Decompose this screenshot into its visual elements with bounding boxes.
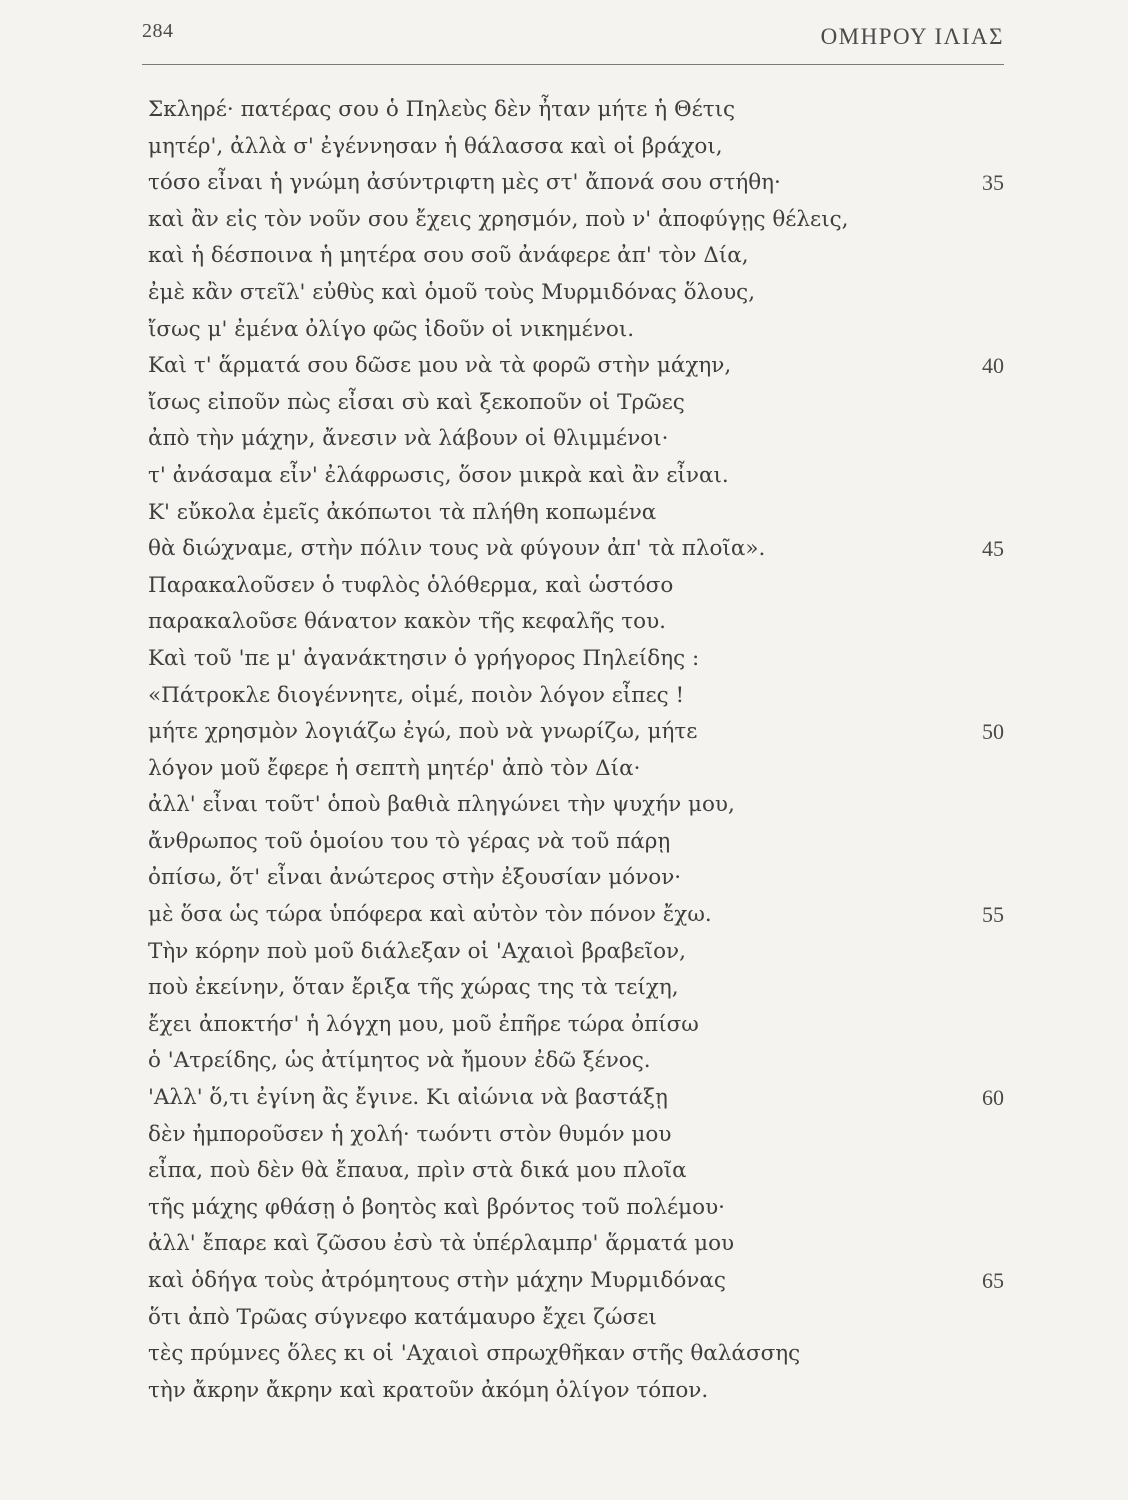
verse-text: ὀπίσω, ὅτ' εἶναι ἀνώτερος στὴν ἐξουσίαν μόνον· [148,865,682,891]
verse-text: τόσο εἶναι ἡ γνώμη ἀσύντριφτη μὲς στ' ἄπονά σου στήθη· [148,170,781,196]
verse-text: θὰ διώχναμε, στὴν πόλιν τους νὰ φύγουν ἀπ' τὰ πλοῖα». [148,536,766,562]
verse-line [148,714,1008,751]
verse-text: ἔχει ἀποκτήσ' ἡ λόγχη μου, μοῦ ἐπῆρε τώρα ὀπίσω [148,1011,699,1037]
page-header [142,20,1004,60]
verse-line [148,824,1008,861]
verse-text: Παρακαλοῦσεν ὁ τυφλὸς ὁλόθερμα, καὶ ὡστόσο [148,572,674,598]
line-number: 40 [982,353,1004,379]
verse-line [148,275,1008,312]
verse-line [148,604,1008,641]
running-title: ΟΜΗΡΟΥ ΙΛΙΑΣ [820,24,1004,49]
verse-line [148,1226,1008,1263]
verse-text: Κ' εὔκολα ἐμεῖς ἀκόπωτοι τὰ πλήθη κοπωμένα [148,499,657,525]
verse-text: ἄνθρωπος τοῦ ὁμοίου του τὸ γέρας νὰ τοῦ πάρῃ [148,828,671,854]
verse-line [148,1007,1008,1044]
verse-text: δὲν ἠμποροῦσεν ἡ χολή· τωόντι στὸν θυμόν μου [148,1121,672,1147]
verse-line [148,495,1008,532]
verse-text: «Πάτροκλε διογέννητε, οἱμέ, ποιὸν λόγον εἶπες ! [148,682,685,708]
verse-line [148,202,1008,239]
verse-text: εἶπα, ποὺ δὲν θὰ ἔπαυα, πρὶν στὰ δικά μου πλοῖα [148,1158,687,1184]
verse-line [148,531,1008,568]
verse-line [148,787,1008,824]
line-number: 35 [982,170,1004,196]
verse-line [148,1117,1008,1154]
verse-text: ἴσως μ' ἐμένα ὀλίγο φῶς ἰδοῦν οἱ νικημένοι. [148,316,635,342]
verse-text: ἴσως εἰποῦν πὼς εἶσαι σὺ καὶ ξεκοποῦν οἱ Τρῶες [148,389,685,415]
verse-line [148,385,1008,422]
verse-text: λόγον μοῦ ἔφερε ἡ σεπτὴ μητέρ' ἀπὸ τὸν Δία· [148,755,641,781]
verse-line [148,1263,1008,1300]
verse-line [148,751,1008,788]
verse-line [148,1190,1008,1227]
verse-line [148,92,1008,129]
verse-text: ὅτι ἀπὸ Τρῶας σύγνεφο κατάμαυρο ἔχει ζώσει [148,1304,657,1330]
verse-text: μήτε χρησμὸν λογιάζω ἐγώ, ποὺ νὰ γνωρίζω, μήτε [148,719,698,745]
verse-line [148,641,1008,678]
verse-text: ἐμὲ κἂν στεῖλ' εὐθὺς καὶ ὁμοῦ τοὺς Μυρμιδόνας ὅλους, [148,279,756,305]
verse-text: παρακαλοῦσε θάνατον κακὸν τῆς κεφαλῆς του. [148,609,667,635]
verse-text: Καὶ τοῦ 'πε μ' ἀγανάκτησιν ὁ γρήγορος Πηλείδης : [148,645,700,671]
verse-text: Τὴν κόρην ποὺ μοῦ διάλεξαν οἱ 'Αχαιοὶ βραβεῖον, [148,938,686,964]
verse-text: Σκληρέ· πατέρας σου ὁ Πηλεὺς δὲν ἦταν μήτε ἡ Θέτις [148,97,736,122]
verse-text: καὶ ὁδήγα τοὺς ἀτρόμητους στὴν μάχην Μυρμιδόνας [148,1268,726,1293]
verse-line [148,678,1008,715]
verse-text: ἀλλ' εἶναι τοῦτ' ὁποὺ βαθιὰ πληγώνει τὴν ψυχήν μου, [148,792,735,818]
verse-text: καὶ ἡ δέσποινα ἡ μητέρα σου σοῦ ἀνάφερε ἀπ' τὸν Δία, [148,243,749,269]
verse-line [148,1300,1008,1337]
verse-line [148,568,1008,605]
page-number: 284 [142,20,174,42]
line-number: 65 [982,1268,1004,1293]
line-number: 55 [982,902,1004,928]
verse-line [148,1153,1008,1190]
verse-text: τὴν ἄκρην ἄκρην καὶ κρατοῦν ἀκόμη ὀλίγον τόπον. [148,1377,709,1403]
verse-line [148,1043,1008,1080]
verse-line [148,421,1008,458]
verse-text: καὶ ἂν εἰς τὸν νοῦν σου ἔχεις χρησμόν, ποὺ ν' ἀποφύγῃς θέλεις, [148,206,849,232]
verse-text: ἀπὸ τὴν μάχην, ἄνεσιν νὰ λάβουν οἱ θλιμμένοι· [148,426,669,452]
header-rule [142,64,1004,65]
line-number: 50 [982,719,1004,745]
verse-line [148,860,1008,897]
verse-text: τῆς μάχης φθάσῃ ὁ βοητὸς καὶ βρόντος τοῦ πολέμου· [148,1194,726,1220]
verse-line [148,129,1008,166]
verse-text: μητέρ', ἀλλὰ σ' ἐγέννησαν ἡ θάλασσα καὶ οἱ βράχοι, [148,133,723,159]
verse-text: μὲ ὅσα ὡς τώρα ὑπόφερα καὶ αὐτὸν τὸν πόνον ἔχω. [148,902,712,928]
verse-text: ἀλλ' ἔπαρε καὶ ζῶσου ἐσὺ τὰ ὑπέρλαμπρ' ἅρματά μου [148,1231,735,1257]
verse-line [148,238,1008,275]
verse-text: ὁ 'Ατρείδης, ὡς ἀτίμητος νὰ ἤμουν ἐδῶ ξένος. [148,1048,651,1074]
verse-line [148,970,1008,1007]
verse-text: τὲς πρύμνες ὅλες κι οἱ 'Αχαιοὶ σπρωχθῆκαν στῆς θαλάσσης [148,1341,801,1367]
verse-line [148,1336,1008,1373]
line-number: 60 [982,1085,1004,1111]
verse-block [148,92,1008,1409]
verse-line [148,458,1008,495]
verse-line [148,1373,1008,1410]
verse-line [148,165,1008,202]
verse-text: τ' ἀνάσαμα εἶν' ἐλάφρωσις, ὅσον μικρὰ καὶ ἂν εἶναι. [148,462,729,488]
verse-text: 'Αλλ' ὅ,τι ἐγίνη ἂς ἔγινε. Κι αἰώνια νὰ βαστάξῃ [148,1085,668,1111]
verse-text: Καὶ τ' ἅρματά σου δῶσε μου νὰ τὰ φορῶ στὴν μάχην, [148,353,732,379]
verse-text: ποὺ ἐκείνην, ὅταν ἔριξα τῆς χώρας της τὰ τείχη, [148,975,679,1001]
verse-line [148,1080,1008,1117]
verse-line [148,312,1008,349]
verse-line [148,934,1008,971]
verse-line [148,348,1008,385]
line-number: 45 [982,536,1004,562]
verse-line [148,897,1008,934]
